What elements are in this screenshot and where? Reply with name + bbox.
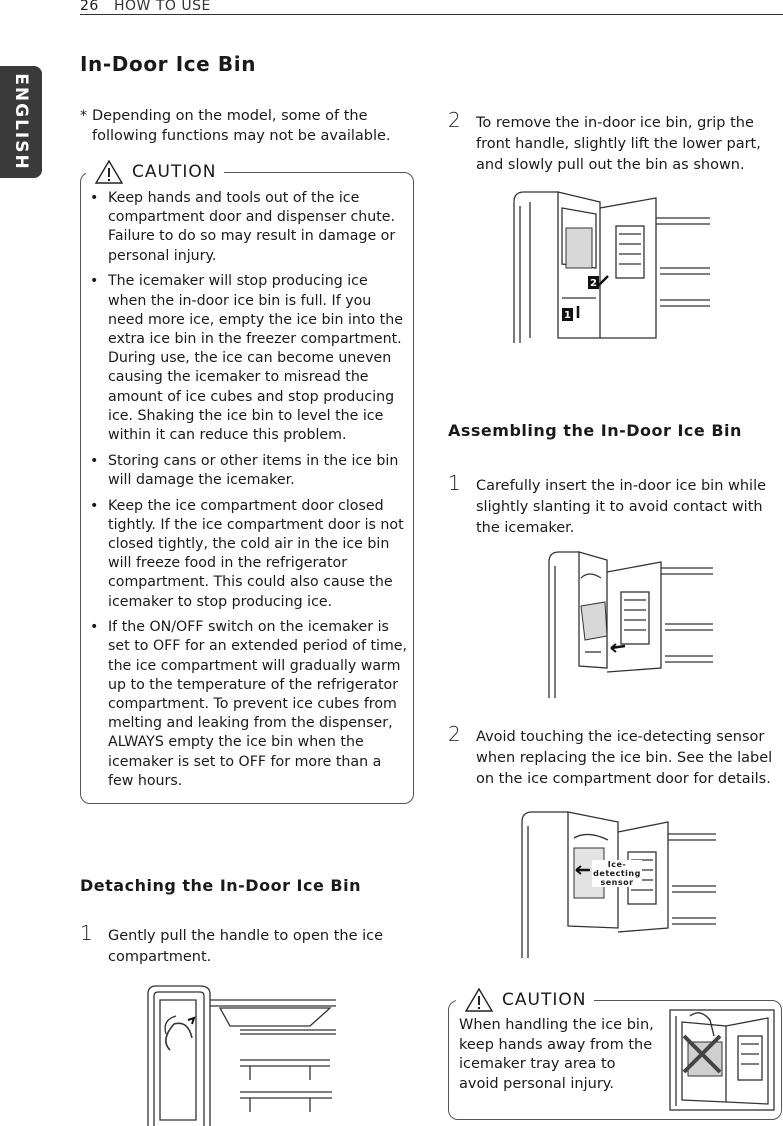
step-number: 1: [448, 471, 461, 495]
header-section: HOW TO USE: [114, 0, 211, 14]
page-number: 26: [80, 0, 99, 14]
note-text: Depending on the model, some of the following functions may not be available.: [92, 108, 391, 144]
caution-item: • The icemaker will stop producing ice when the in-door ice bin is full. If you need more ice, empty the ice bin into the extra ice bin in the freezer compartment. During use, the ice can become uneven causing the icemaker to misread the amount of ice cubes and stop producing ice. Shaking the ice bin to level the ice within it can reduce this problem.: [90, 272, 410, 445]
step-number: 2: [448, 722, 461, 746]
caution-text-2: When handling the ice bin, keep hands away from the icemaker tray area to avoid personal injury.: [459, 1017, 654, 1092]
step-text: To remove the in-door ice bin, grip the front handle, slightly lift the lower part, and slowly pull out the bin as shown.: [476, 115, 761, 173]
caution-item: • If the ON/OFF switch on the icemaker is set to OFF for an extended period of time, the ice compartment will gradually warm up to the temperature of the refrigerator compartment. To prevent ice cubes from melting and leaking from the dispenser, ALWAYS empty the ice bin when the icemaker is set to OFF for more than a few hours.: [90, 618, 410, 791]
assembling-heading: Assembling the In-Door Ice Bin: [448, 421, 742, 440]
detaching-heading: Detaching the In-Door Ice Bin: [80, 876, 361, 895]
pull-arrow-icon: [188, 1018, 194, 1024]
assembling-step-1: [448, 471, 780, 539]
step-text: Avoid touching the ice-detecting sensor when replacing the ice bin. See the label on the ice compartment door for details.: [476, 729, 773, 787]
figure-remove-bin: [510, 188, 715, 343]
caution-item: • Keep hands and tools out of the ice compartment door and dispenser chute. Failure to do so may result in damage or personal injury.: [90, 189, 410, 266]
caution-heading: [86, 156, 224, 188]
language-tab: [0, 66, 42, 178]
warning-triangle-icon: [94, 159, 124, 185]
caution-list: [90, 189, 410, 798]
figure-marker-1: 1: [564, 310, 571, 321]
sensor-label: Ice-detecting sensor: [593, 860, 641, 887]
caution-heading-2: [456, 984, 594, 1016]
figure-sensor: [518, 808, 718, 958]
caution-item: • Keep the ice compartment door closed tightly. If the ice compartment door is not closed tightly, the cold air in the ice bin will freeze food in the refrigerator compartment. This could also cause the icemaker to stop producing ice.: [90, 497, 410, 612]
step-number: 2: [448, 108, 461, 132]
header-rule: [80, 14, 783, 15]
model-note: [80, 106, 400, 146]
caution-label: CAUTION: [132, 162, 217, 182]
caution-item: • Storing cans or other items in the ice bin will damage the icemaker.: [90, 452, 410, 490]
figure-open-compartment: [140, 980, 340, 1126]
step-text: Gently pull the handle to open the ice compartment.: [108, 928, 384, 965]
figure-marker-2: 2: [590, 278, 597, 289]
note-marker: *: [80, 108, 88, 124]
step-text: Carefully insert the in-door ice bin while slightly slanting it to avoid contact with the icemaker.: [476, 478, 767, 536]
figure-insert-bin: [545, 548, 715, 698]
language-tab-label: ENGLISH: [11, 73, 31, 171]
warning-triangle-icon: [464, 987, 494, 1013]
step-number: 1: [80, 921, 93, 945]
detaching-step-1: [80, 921, 400, 968]
page-title: In-Door Ice Bin: [80, 52, 257, 76]
assembling-step-2: [448, 722, 780, 790]
figure-icemaker-tray: [666, 1006, 778, 1114]
caution-label-2: CAUTION: [502, 990, 587, 1010]
detaching-step-2: [448, 108, 778, 176]
